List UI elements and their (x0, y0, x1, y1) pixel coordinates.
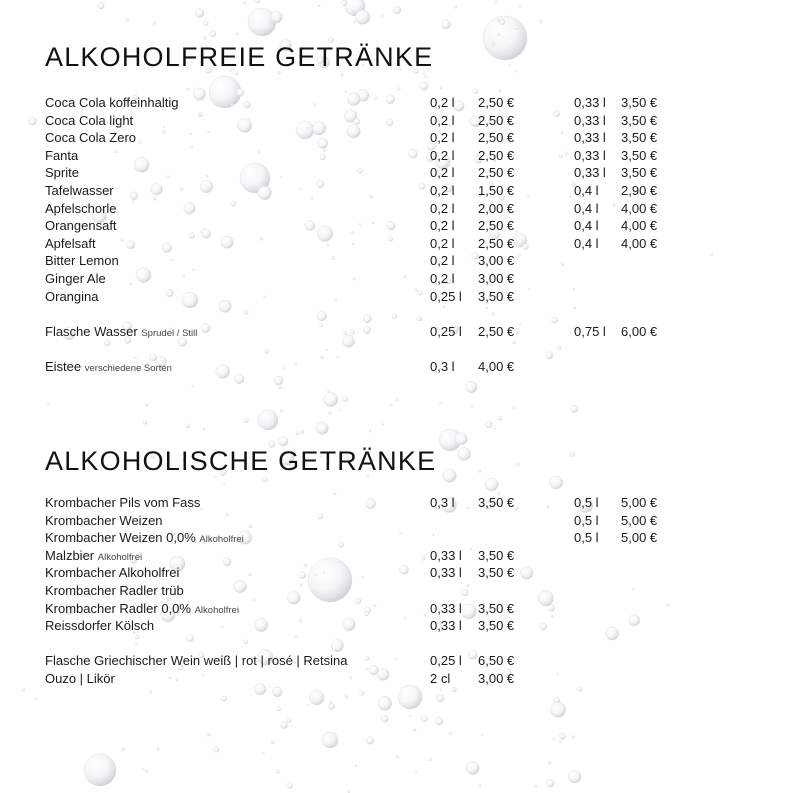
item-name-text: Krombacher Radler 0,0% (45, 600, 191, 616)
item-name (45, 235, 96, 253)
item-note: verschiedene Sorten (84, 363, 172, 374)
menu-item-row (0, 235, 793, 253)
item-name-text: Krombacher Radler trüb (45, 583, 184, 598)
item-note: Alkoholfrei (194, 604, 239, 616)
menu-item-row (0, 288, 793, 306)
item-name-text: Krombacher Weizen (45, 512, 163, 528)
item-name (45, 270, 106, 288)
item-volume: 0,33 l (430, 618, 462, 634)
item-note: Alkoholfrei (199, 534, 244, 546)
section-title-alkoholfrei: ALKOHOLFREIE GETRÄNKE (45, 42, 434, 72)
menu-item-row (0, 323, 793, 341)
item-volume: 0,4 l (574, 218, 599, 234)
item-price: 2,00 € (478, 200, 515, 216)
item-volume: 0,2 l (430, 130, 455, 146)
item-price: 2,50 € (478, 323, 515, 339)
item-name (45, 652, 348, 670)
menu-item-row (0, 112, 793, 130)
menu-item-row (0, 94, 793, 112)
item-name (45, 129, 136, 147)
menu-item-row (0, 129, 793, 147)
item-name (45, 164, 79, 182)
menu-item-row (0, 217, 793, 235)
item-price: 2,50 € (478, 218, 515, 234)
item-volume: 0,2 l (430, 183, 455, 198)
item-name-text: Ouzo | Likör (45, 671, 115, 686)
item-name (45, 94, 178, 112)
menu-item-row (0, 270, 793, 288)
item-price: 2,50 € (478, 95, 515, 110)
item-volume: 0,33 l (574, 147, 606, 163)
item-price: 3,50 € (621, 147, 658, 163)
item-volume: 0,75 l (574, 323, 606, 339)
item-name (45, 323, 197, 343)
item-volume: 0,25 l (430, 653, 462, 669)
item-price: 2,50 € (478, 235, 515, 251)
item-name (45, 617, 154, 635)
item-volume: 0,2 l (430, 235, 455, 251)
item-name-text: Flasche Wasser (45, 323, 138, 339)
item-volume: 0,2 l (430, 147, 455, 163)
item-price: 4,00 € (621, 235, 658, 251)
item-volume: 0,3 l (430, 359, 455, 374)
item-price: 3,50 € (478, 600, 515, 616)
menu-item-row (0, 600, 793, 618)
item-volume: 0,25 l (430, 288, 462, 304)
item-name (45, 252, 119, 270)
item-volume: 0,33 l (430, 600, 462, 616)
item-price: 3,50 € (621, 95, 658, 110)
menu-item-row (0, 617, 793, 635)
item-volume: 0,33 l (574, 165, 606, 181)
item-price: 3,50 € (478, 618, 515, 634)
item-note: Alkoholfrei (97, 551, 143, 563)
item-price: 3,00 € (478, 253, 515, 269)
item-volume: 0,2 l (430, 271, 455, 286)
item-name (45, 358, 172, 378)
item-price: 5,00 € (621, 530, 658, 546)
item-name (45, 582, 184, 600)
item-price: 6,50 € (478, 653, 515, 669)
item-name-text: Ginger Ale (45, 271, 106, 286)
item-name (45, 512, 163, 530)
item-name-text: Malzbier (45, 547, 95, 563)
item-volume: 0,3 l (430, 495, 455, 510)
item-volume: 0,33 l (574, 112, 606, 128)
item-price: 1,50 € (478, 183, 515, 198)
item-price: 2,90 € (621, 183, 658, 198)
menu-item-row (0, 494, 793, 512)
item-name-text: Flasche Griechischer Wein weiß | rot | rosé | Retsina (45, 653, 348, 669)
item-name (45, 564, 179, 582)
menu-item-row (0, 529, 793, 547)
menu-item-row (0, 582, 793, 600)
item-name (45, 288, 98, 306)
item-volume: 0,25 l (430, 323, 462, 339)
item-price: 2,50 € (478, 165, 515, 181)
item-name-text: Apfelsaft (45, 235, 96, 251)
menu-item-row (0, 200, 793, 218)
item-name (45, 494, 200, 512)
item-name-text: Tafelwasser (45, 183, 114, 198)
item-volume: 0,33 l (574, 95, 606, 110)
item-price: 3,50 € (478, 547, 515, 563)
item-name-text: Apfelschorle (45, 200, 117, 216)
item-price: 3,50 € (478, 495, 515, 510)
item-volume: 0,2 l (430, 218, 455, 234)
item-volume: 0,4 l (574, 200, 599, 216)
item-volume: 0,33 l (574, 130, 606, 146)
item-price: 6,00 € (621, 323, 658, 339)
item-name-text: Sprite (45, 165, 79, 181)
item-name (45, 217, 117, 235)
item-volume: 2 cl (430, 671, 451, 686)
item-price: 4,00 € (621, 200, 658, 216)
item-name (45, 112, 133, 130)
item-volume: 0,2 l (430, 200, 455, 216)
item-volume: 0,2 l (430, 253, 455, 269)
item-volume: 0,4 l (574, 183, 599, 198)
item-price: 3,50 € (621, 112, 658, 128)
item-price: 2,50 € (478, 147, 515, 163)
menu-item-row (0, 358, 793, 376)
item-name-text: Orangina (45, 288, 99, 304)
item-price: 2,50 € (478, 130, 515, 146)
item-price: 2,50 € (478, 112, 515, 128)
item-name-text: Krombacher Pils vom Fass (45, 495, 201, 510)
item-name (45, 182, 114, 200)
item-price: 5,00 € (621, 495, 658, 510)
item-price: 4,00 € (478, 359, 515, 374)
item-name-text: Orangensaft (45, 218, 117, 234)
item-volume: 0,33 l (430, 547, 462, 563)
item-price: 5,00 € (621, 512, 658, 528)
menu-item-row (0, 547, 793, 565)
item-name (45, 200, 117, 218)
item-name-text: Reissdorfer Kölsch (45, 618, 155, 634)
menu-item-row (0, 652, 793, 670)
item-price: 3,50 € (478, 288, 515, 304)
item-price: 3,00 € (478, 671, 515, 686)
item-volume: 0,2 l (430, 112, 455, 128)
menu-item-row (0, 670, 793, 688)
item-price: 3,00 € (478, 271, 515, 286)
menu-item-row (0, 147, 793, 165)
item-price: 3,50 € (478, 565, 515, 581)
item-volume: 0,5 l (574, 512, 599, 528)
item-volume: 0,5 l (574, 495, 599, 510)
menu-item-row (0, 252, 793, 270)
item-volume: 0,4 l (574, 235, 599, 251)
item-name-text: Coca Cola Zero (45, 130, 137, 146)
item-note: Sprudel / Still (141, 327, 198, 339)
item-volume: 0,2 l (430, 95, 455, 110)
item-name-text: Eistee (45, 359, 82, 374)
section-title-alkoholisch: ALKOHOLISCHE GETRÄNKE (45, 446, 437, 476)
item-name-text: Fanta (45, 147, 79, 163)
menu-item-row (0, 164, 793, 182)
item-volume: 0,2 l (430, 165, 455, 181)
item-name (45, 670, 115, 688)
item-name-text: Krombacher Alkoholfrei (45, 565, 180, 581)
item-name-text: Coca Cola koffeinhaltig (45, 95, 179, 110)
item-name-text: Coca Cola light (45, 112, 134, 128)
item-price: 3,50 € (621, 130, 658, 146)
item-volume: 0,33 l (430, 565, 462, 581)
item-name-text: Bitter Lemon (45, 253, 119, 269)
item-price: 3,50 € (621, 165, 658, 181)
menu-item-row (0, 564, 793, 582)
item-name-text: Krombacher Weizen 0,0% (45, 530, 196, 546)
menu-item-row (0, 512, 793, 530)
item-name (45, 147, 78, 165)
menu-item-row (0, 182, 793, 200)
item-price: 4,00 € (621, 218, 658, 234)
item-volume: 0,5 l (574, 530, 599, 546)
